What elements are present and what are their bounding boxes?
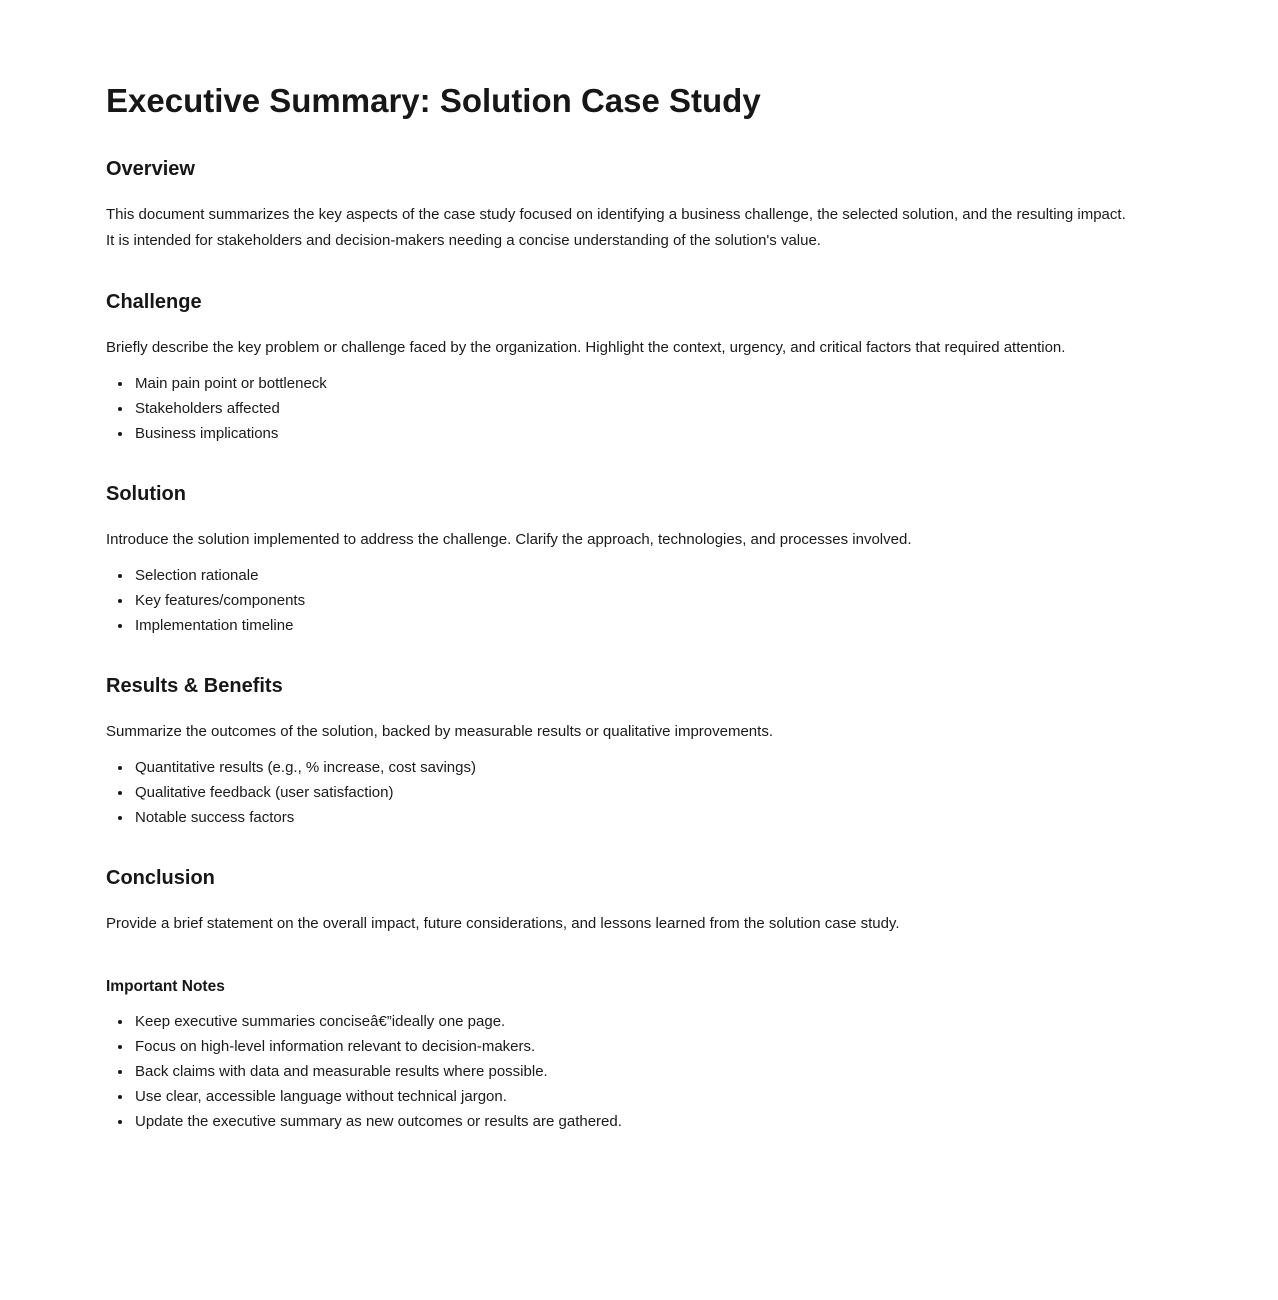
section-important-notes — [106, 977, 1136, 1134]
overview-paragraph: This document summarizes the key aspects of the case study focused on identifying a business challenge, the selected solution, and the resulting impact. It is intended for stakeholders and decision-makers needing a concise understanding of the solution's value. — [106, 206, 1126, 250]
section-conclusion — [106, 866, 1136, 937]
list-item: • Implementation timeline — [133, 613, 1136, 638]
important-notes-bullet-list — [106, 1009, 1136, 1134]
page-title: Executive Summary: Solution Case Study — [106, 82, 761, 119]
important-notes-heading: Important Notes — [106, 978, 225, 996]
list-item: • Main pain point or bottleneck — [133, 371, 1136, 396]
results-benefits-bullet-list — [106, 755, 1136, 830]
list-item: • Qualitative feedback (user satisfaction) — [133, 780, 1136, 805]
section-solution — [106, 482, 1136, 638]
conclusion-heading: Conclusion — [106, 867, 215, 890]
results-benefits-paragraph: Summarize the outcomes of the solution, backed by measurable results or qualitative improvements. — [106, 723, 773, 741]
section-overview — [106, 157, 1136, 254]
solution-paragraph: Introduce the solution implemented to address the challenge. Clarify the approach, technologies, and processes involved. — [106, 531, 912, 549]
overview-heading: Overview — [106, 158, 195, 181]
list-item: • Keep executive summaries conciseâ€”ideally one page. — [133, 1009, 1136, 1034]
list-item: • Stakeholders affected — [133, 396, 1136, 421]
section-results-benefits — [106, 674, 1136, 830]
list-item: • Focus on high-level information relevant to decision-makers. — [133, 1034, 1136, 1059]
list-item: • Back claims with data and measurable results where possible. — [133, 1059, 1136, 1084]
list-item: • Update the executive summary as new outcomes or results are gathered. — [133, 1109, 1136, 1134]
section-challenge — [106, 290, 1136, 446]
list-item: • Selection rationale — [133, 563, 1136, 588]
challenge-heading: Challenge — [106, 291, 202, 314]
results-benefits-heading: Results & Benefits — [106, 675, 283, 698]
solution-heading: Solution — [106, 483, 186, 506]
challenge-paragraph: Briefly describe the key problem or challenge faced by the organization. Highlight the context, urgency, and critical factors that required attention. — [106, 339, 1066, 357]
list-item: • Business implications — [133, 421, 1136, 446]
list-item: • Key features/components — [133, 588, 1136, 613]
solution-bullet-list — [106, 563, 1136, 638]
list-item: • Quantitative results (e.g., % increase, cost savings) — [133, 755, 1136, 780]
conclusion-paragraph: Provide a brief statement on the overall impact, future considerations, and lessons learned from the solution case study. — [106, 915, 900, 933]
challenge-bullet-list — [106, 371, 1136, 446]
list-item: • Notable success factors — [133, 805, 1136, 830]
list-item: • Use clear, accessible language without technical jargon. — [133, 1084, 1136, 1109]
